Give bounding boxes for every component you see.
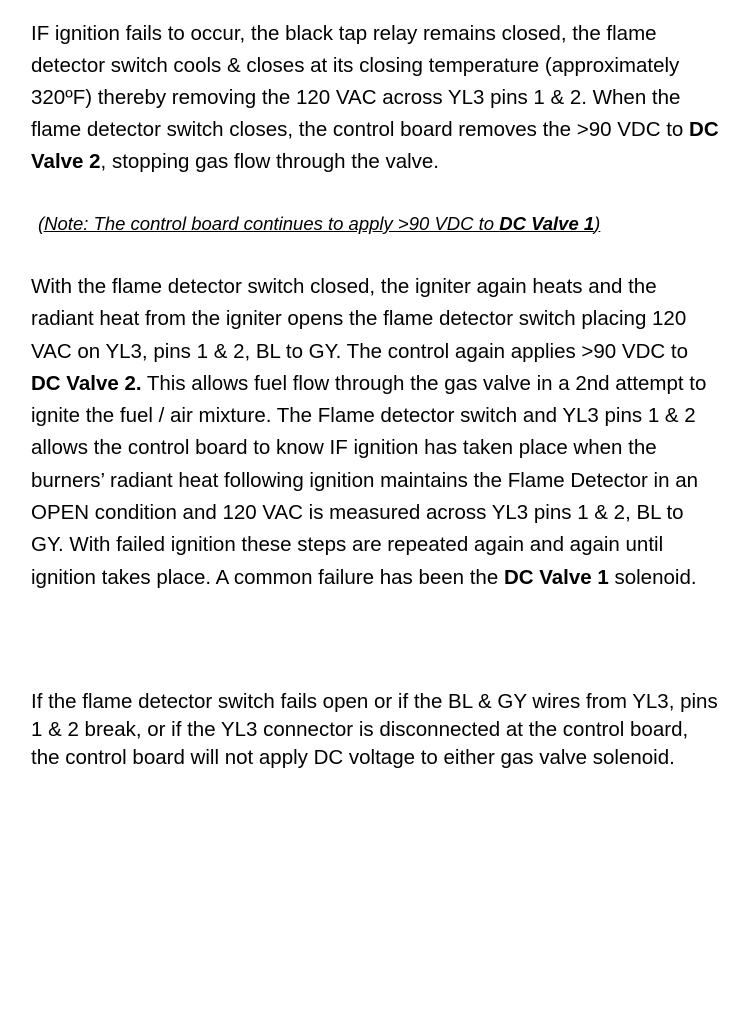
paragraph-switch-failure <box>31 688 721 772</box>
paragraph-text: If the flame detector switch fails open or if the BL & GY wires from YL3, pins 1 & 2 break, or if the YL3 connector is disconnected at the control board, the control board will not apply DC voltage to either gas valve solenoid. <box>31 690 718 769</box>
paragraph-retry-ignition <box>31 271 721 594</box>
dc-valve-1-label: DC Valve 1 <box>499 213 595 234</box>
paragraph-text: solenoid. <box>608 565 697 589</box>
paragraph-text: , stopping gas flow through the valve. <box>100 150 440 173</box>
paragraph-ignition-failure <box>31 18 721 178</box>
dc-valve-2-label: DC Valve 2. <box>31 371 142 395</box>
note-text: (Note: The control board continues to apply >90 VDC to <box>38 213 500 234</box>
dc-valve-1-label: DC Valve 1 <box>503 565 609 589</box>
paragraph-text: IF ignition fails to occur, the black tap relay remains closed, the flame detector switch cools & closes at its closing temperature (approximately 320ºF) thereby removing the 120 VAC across YL3 pins 1 & 2. When the flame detector switch closes, the control board removes the >90 VDC to <box>31 22 690 141</box>
paragraph-text: With the flame detector switch closed, the igniter again heats and the radiant heat from the igniter opens the flame detector switch placing 120 VAC on YL3, pins 1 & 2, BL to GY. The control again applies >90 VDC to <box>31 275 688 363</box>
dc-valve-2-label: DC Valve 2 <box>31 118 719 173</box>
note-text: ) <box>594 213 601 234</box>
note-dc-valve-1 <box>38 211 728 237</box>
paragraph-text: This allows fuel flow through the gas valve in a 2nd attempt to ignite the fuel / air mixture. The Flame detector switch and YL3 pins 1 & 2 allows the control board to know IF ignition has taken place when the burners’ radiant heat following ignition maintains the Flame Detector in an OPEN condition and 120 VAC is measured across YL3 pins 1 & 2, BL to GY. With failed ignition these steps are repeated again and again until ignition takes place. A common failure has been the <box>31 371 707 589</box>
